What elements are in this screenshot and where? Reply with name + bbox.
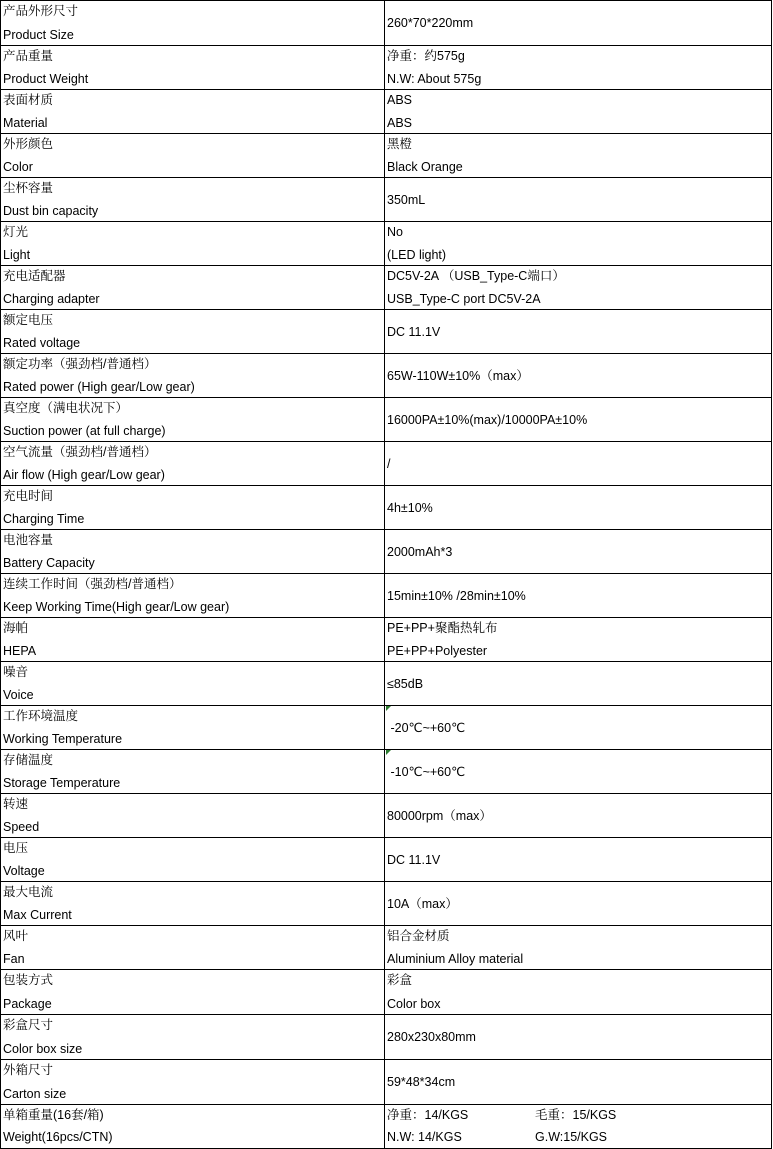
spec-label-cn: 产品重量 [3,49,54,63]
spec-value-cell [385,1060,772,1105]
spec-value: / [387,456,391,471]
spec-label-cell [0,970,385,1015]
spec-label-cell [0,90,385,134]
spec-label-cn: 彩盒尺寸 [3,1018,54,1032]
table-row [0,837,772,882]
spec-value: Black Orange [387,160,463,174]
spec-label-cell [0,46,385,90]
spec-label-cell [0,1060,385,1105]
spec-value-cell [385,970,772,1015]
table-row [0,969,772,1015]
spec-label-en: Working Temperature [3,732,123,746]
spec-value-cell [385,1,772,46]
table-row [0,925,772,970]
spec-value-cell [385,266,772,310]
spec-label-cell [0,178,385,222]
spec-label-cell [0,1,385,46]
table-row [0,221,772,266]
spec-label-en: Max Current [3,908,72,922]
spec-value: 59*48*34cm [387,1075,456,1089]
spec-value: G.W:15/KGS [535,1130,608,1144]
spec-value: 15min±10% /28min±10% [387,588,526,603]
spec-label-en: Rated voltage [3,336,81,350]
spec-value: 4h±10% [387,500,433,515]
spec-value: 净重：约575g [387,49,465,63]
table-row [0,441,772,486]
spec-label-cell [0,794,385,838]
spec-label-en: Product Weight [3,72,89,86]
spec-label-cn: 噪音 [3,665,29,679]
spec-value-cell [385,618,772,662]
spec-value: 毛重：15/KGS [535,1108,617,1122]
spec-value-cell [385,1105,772,1148]
table-row [0,705,772,750]
table-row [0,617,772,662]
spec-label-cell [0,618,385,662]
spec-label-en: Carton size [3,1087,67,1101]
spec-value-cell [385,90,772,134]
spec-label-cn: 产品外形尺寸 [3,4,79,18]
spec-value-cell [385,926,772,970]
table-row [0,265,772,310]
table-row [0,485,772,530]
table-row [0,309,772,354]
spec-label-en: Voice [3,688,34,702]
spec-label-cn: 表面材质 [3,93,54,107]
spec-value-cell [385,46,772,90]
spec-label-en: Product Size [3,28,74,42]
spec-label-cell [0,398,385,442]
spec-label-cell [0,530,385,574]
spec-label-cell [0,662,385,706]
spec-label-cell [0,1015,385,1060]
spec-label-en: Weight(16pcs/CTN) [3,1130,113,1144]
spec-label-cell [0,706,385,750]
table-row [0,881,772,926]
spec-label-en: Rated power (High gear/Low gear) [3,380,195,394]
table-row [0,0,772,46]
spec-label-cn: 充电时间 [3,489,54,503]
table-row [0,353,772,398]
spec-label-en: Keep Working Time(High gear/Low gear) [3,600,230,614]
spec-label-en: Battery Capacity [3,556,95,570]
spec-value: 2000mAh*3 [387,544,453,559]
spec-label-cn: 充电适配器 [3,269,66,283]
spec-value: PE+PP+聚酯热轧布 [387,621,498,635]
spec-label-en: Voltage [3,864,45,878]
table-row [0,661,772,706]
spec-label-en: Charging adapter [3,292,100,306]
spec-value: 260*70*220mm [387,16,474,30]
spec-value: 16000PA±10%(max)/10000PA±10% [387,412,588,427]
spec-value: DC 11.1V [387,852,441,867]
spec-label-cell [0,266,385,310]
table-row [0,529,772,574]
spec-label-cn: 存储温度 [3,753,54,767]
table-row [0,133,772,178]
spec-value: 彩盒 [387,973,413,987]
spec-value: DC5V-2A （USB_Type-C端口） [387,269,565,283]
spec-label-cn: 外形颜色 [3,137,54,151]
spec-label-en: Storage Temperature [3,776,121,790]
spec-value: 黑橙 [387,137,413,151]
table-row [0,749,772,794]
spec-value: 10A（max） [387,896,458,911]
cell-marker [386,706,391,711]
spec-value: -10℃~+60℃ [387,764,466,779]
spec-label-cn: 额定功率（强劲档/普通档） [3,357,157,371]
spec-value-cell [385,134,772,178]
spec-value: (LED light) [387,248,447,262]
spec-value-cell [385,1015,772,1060]
spec-label-cn: 真空度（满电状况下） [3,401,129,415]
spec-value: ABS [387,93,413,107]
table-row [0,1104,772,1149]
spec-value: N.W: 14/KGS [387,1130,462,1144]
spec-label-en: Suction power (at full charge) [3,424,166,438]
spec-value: 350mL [387,192,426,207]
cell-marker [386,750,391,755]
spec-label-cn: 电压 [3,841,29,855]
spec-value: N.W: About 575g [387,72,482,86]
spec-label-cn: 风叶 [3,929,29,943]
spec-label-cn: 工作环境温度 [3,709,79,723]
spec-label-en: Color [3,160,33,174]
spec-value: DC 11.1V [387,324,441,339]
spec-label-en: Fan [3,952,25,966]
spec-label-cell [0,882,385,926]
spec-label-cn: 包装方式 [3,973,54,987]
spec-value: 280x230x80mm [387,1030,476,1044]
spec-value-cell [385,882,772,926]
spec-label-cell [0,1105,385,1148]
spec-value: 净重：14/KGS [387,1108,469,1122]
spec-value-cell [385,530,772,574]
weight-line [387,1129,771,1145]
spec-value: ≤85dB [387,676,424,691]
spec-label-en: Light [3,248,31,262]
spec-label-en: Charging Time [3,512,85,526]
spec-label-cell [0,750,385,794]
spec-value-cell [385,486,772,530]
spec-label-cell [0,222,385,266]
spec-value: 80000rpm（max） [387,808,492,823]
table-row [0,177,772,222]
spec-label-en: Material [3,116,48,130]
spec-label-en: Speed [3,820,40,834]
spec-value: 铝合金材质 [387,929,450,943]
spec-label-cn: 灯光 [3,225,29,239]
spec-value-cell [385,178,772,222]
spec-label-en: Air flow (High gear/Low gear) [3,468,165,482]
spec-value-cell [385,662,772,706]
table-row [0,1014,772,1060]
spec-value: Aluminium Alloy material [387,952,524,966]
spec-label-cn: 连续工作时间（强劲档/普通档） [3,577,182,591]
spec-label-cn: 单箱重量(16套/箱) [3,1108,104,1122]
spec-label-cell [0,838,385,882]
spec-label-cell [0,354,385,398]
spec-value: 65W-110W±10%（max） [387,368,529,383]
table-row [0,1059,772,1105]
spec-value: ABS [387,116,413,130]
table-row [0,45,772,90]
spec-value-cell [385,354,772,398]
spec-value: No [387,225,403,239]
spec-label-cell [0,310,385,354]
spec-value-cell [385,310,772,354]
spec-label-cn: 尘杯容量 [3,181,54,195]
spec-value: Color box [387,997,441,1011]
spec-label-cell [0,486,385,530]
table-row [0,573,772,618]
spec-value-cell [385,442,772,486]
spec-label-cell [0,574,385,618]
spec-value-cell [385,838,772,882]
spec-label-cn: 额定电压 [3,313,54,327]
spec-label-en: Package [3,997,52,1011]
spec-label-en: HEPA [3,644,37,658]
spec-label-cn: 海帕 [3,621,29,635]
weight-line [387,1107,771,1123]
spec-label-cn: 转速 [3,797,29,811]
spec-label-en: Dust bin capacity [3,204,99,218]
spec-value-cell [385,750,772,794]
table-row [0,397,772,442]
spec-label-cell [0,134,385,178]
spec-value: USB_Type-C port DC5V-2A [387,292,541,306]
spec-value-cell [385,398,772,442]
spec-value: -20℃~+60℃ [387,720,466,735]
spec-value-cell [385,574,772,618]
table-row [0,793,772,838]
spec-value-cell [385,222,772,266]
table-row [0,89,772,134]
spec-value-cell [385,794,772,838]
spec-label-cn: 最大电流 [3,885,54,899]
spec-label-cn: 电池容量 [3,533,54,547]
spec-value: PE+PP+Polyester [387,644,488,658]
spec-label-cn: 外箱尺寸 [3,1063,54,1077]
spec-label-cn: 空气流量（强劲档/普通档） [3,445,157,459]
spec-label-cell [0,926,385,970]
spec-label-cell [0,442,385,486]
spec-value-cell [385,706,772,750]
spec-label-en: Color box size [3,1042,83,1056]
